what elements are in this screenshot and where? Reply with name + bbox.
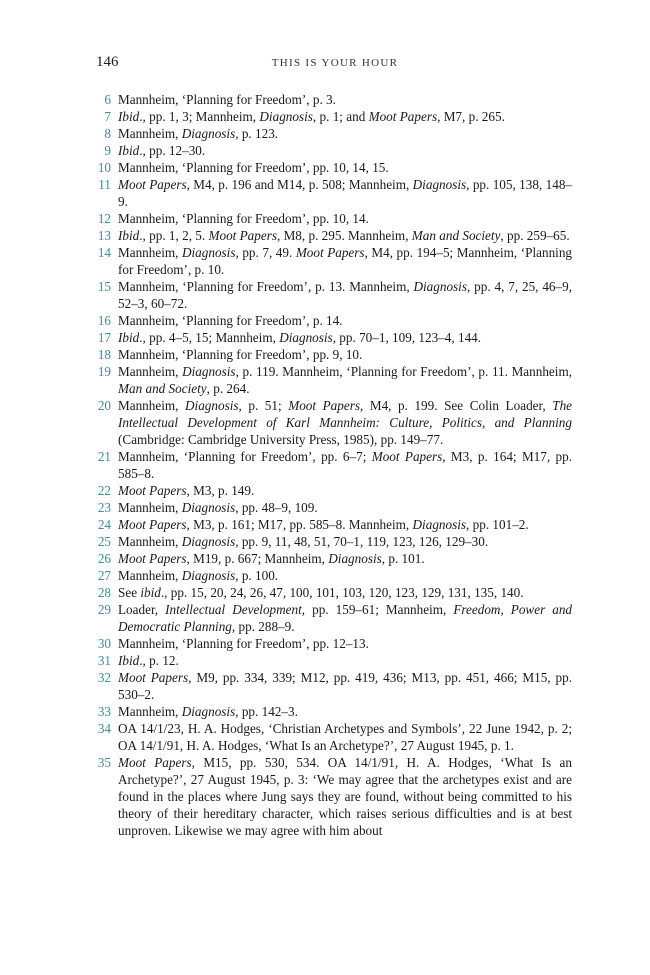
endnote-text: Ibid., pp. 1, 2, 5. Moot Papers, M8, p. 295. Mannheim, Man and Society, pp. 259–65. <box>118 228 570 243</box>
endnote-text: OA 14/1/23, H. A. Hodges, ‘Christian Archetypes and Symbols’, 22 June 1942, p. 2; OA 14/1/91, H. A. Hodges, ‘What Is an Archetype?’, 27 August 1945, p. 1. <box>118 721 572 753</box>
endnote-text: Mannheim, ‘Planning for Freedom’, p. 14. <box>118 313 343 328</box>
endnote-text: Mannheim, Diagnosis, pp. 9, 11, 48, 51, 70–1, 119, 123, 126, 129–30. <box>118 534 489 549</box>
endnote-number: 10 <box>97 160 111 175</box>
endnote-text: Ibid., pp. 1, 3; Mannheim, Diagnosis, p. 1; and Moot Papers, M7, p. 265. <box>118 109 505 124</box>
endnote-text: Mannheim, Diagnosis, pp. 142–3. <box>118 704 298 719</box>
endnote-number: 25 <box>97 534 111 549</box>
endnote-text: Mannheim, Diagnosis, p. 100. <box>118 568 279 583</box>
endnote-8 <box>84 125 572 142</box>
endnote-text: Mannheim, Diagnosis, pp. 48–9, 109. <box>118 500 318 515</box>
endnote-number: 28 <box>97 585 111 600</box>
endnote-9 <box>84 142 572 159</box>
endnote-7 <box>84 108 572 125</box>
endnote-text: Mannheim, ‘Planning for Freedom’, pp. 9, 10. <box>118 347 363 362</box>
endnote-text: Ibid., p. 12. <box>118 653 179 668</box>
endnote-text: Loader, Intellectual Development, pp. 159–61; Mannheim, Freedom, Power and Democratic Planning, pp. 288–9. <box>118 602 573 634</box>
endnote-31 <box>84 652 572 669</box>
endnote-number: 30 <box>97 636 111 651</box>
endnote-text: Mannheim, ‘Planning for Freedom’, pp. 10, 14, 15. <box>118 160 389 175</box>
endnote-number: 9 <box>104 143 111 158</box>
endnote-text: Moot Papers, M4, p. 196 and M14, p. 508; Mannheim, Diagnosis, pp. 105, 138, 148–9. <box>118 177 573 209</box>
endnote-15 <box>84 278 572 312</box>
endnote-text: Mannheim, ‘Planning for Freedom’, p. 13. Mannheim, Diagnosis, pp. 4, 7, 25, 46–9, 52–3, 60–72. <box>118 279 572 311</box>
endnote-text: Mannheim, Diagnosis, p. 51; Moot Papers, M4, p. 199. See Colin Loader, The Intellectual Development of Karl Mannheim: Culture, Politics, and Planning (Cambridge: Cambridge University Press, 1985), pp. 149–77. <box>118 398 573 447</box>
endnote-number: 27 <box>97 568 111 583</box>
endnote-29 <box>84 601 572 635</box>
endnote-number: 15 <box>97 279 111 294</box>
page-number: 146 <box>96 54 119 70</box>
endnote-number: 22 <box>97 483 111 498</box>
endnote-26 <box>84 550 572 567</box>
endnote-text: Mannheim, ‘Planning for Freedom’, pp. 12–13. <box>118 636 369 651</box>
endnote-number: 17 <box>97 330 111 345</box>
endnote-14 <box>84 244 572 278</box>
endnote-16 <box>84 312 572 329</box>
endnote-number: 33 <box>97 704 111 719</box>
endnote-text: Mannheim, ‘Planning for Freedom’, p. 3. <box>118 92 336 107</box>
endnote-6 <box>84 91 572 108</box>
endnote-34 <box>84 720 572 754</box>
endnote-number: 20 <box>97 398 111 413</box>
endnote-text: Mannheim, Diagnosis, p. 123. <box>118 126 279 141</box>
endnote-21 <box>84 448 572 482</box>
endnote-28 <box>84 584 572 601</box>
endnote-number: 34 <box>97 721 111 736</box>
endnote-25 <box>84 533 572 550</box>
endnote-text: Mannheim, Diagnosis, pp. 7, 49. Moot Papers, M4, pp. 194–5; Mannheim, ‘Planning for Freedom’, p. 10. <box>118 245 573 277</box>
endnote-32 <box>84 669 572 703</box>
endnote-number: 24 <box>97 517 111 532</box>
endnote-number: 14 <box>97 245 111 260</box>
endnote-text: Ibid., pp. 4–5, 15; Mannheim, Diagnosis, pp. 70–1, 109, 123–4, 144. <box>118 330 482 345</box>
endnote-10 <box>84 159 572 176</box>
endnote-12 <box>84 210 572 227</box>
endnote-text: Moot Papers, M19, p. 667; Mannheim, Diagnosis, p. 101. <box>118 551 425 566</box>
endnote-13 <box>84 227 572 244</box>
endnote-35 <box>84 754 572 839</box>
endnote-33 <box>84 703 572 720</box>
endnote-text: Moot Papers, M3, p. 161; M17, pp. 585–8. Mannheim, Diagnosis, pp. 101–2. <box>118 517 529 532</box>
endnote-27 <box>84 567 572 584</box>
page-header <box>96 54 574 76</box>
endnote-17 <box>84 329 572 346</box>
endnote-22 <box>84 482 572 499</box>
endnote-text: Mannheim, Diagnosis, p. 119. Mannheim, ‘Planning for Freedom’, p. 11. Mannheim, Man and Society, p. 264. <box>118 364 573 396</box>
endnote-number: 32 <box>97 670 111 685</box>
endnote-number: 31 <box>97 653 111 668</box>
endnote-text: Mannheim, ‘Planning for Freedom’, pp. 6–7; Moot Papers, M3, p. 164; M17, pp. 585–8. <box>118 449 572 481</box>
endnote-23 <box>84 499 572 516</box>
endnote-number: 26 <box>97 551 111 566</box>
endnote-number: 23 <box>97 500 111 515</box>
endnote-number: 11 <box>98 177 111 192</box>
endnote-text: Moot Papers, M15, pp. 530, 534. OA 14/1/91, H. A. Hodges, ‘What Is an Archetype?’, 27 August 1945, p. 3: ‘We may agree that the archetypes exist and are found in the places where Jung says they are found, without being committed to his theory of their hereditary character, which raises serious difficulties and is at best unproven. Likewise we may agree with him about <box>118 755 572 838</box>
endnote-text: Ibid., pp. 12–30. <box>118 143 206 158</box>
endnote-19 <box>84 363 572 397</box>
endnote-number: 6 <box>104 92 111 107</box>
endnote-number: 13 <box>97 228 111 243</box>
endnote-text: Moot Papers, M9, pp. 334, 339; M12, pp. 419, 436; M13, pp. 451, 466; M15, pp. 530–2. <box>118 670 572 702</box>
endnote-number: 21 <box>97 449 111 464</box>
endnote-text: See ibid., pp. 15, 20, 24, 26, 47, 100, 101, 103, 120, 123, 129, 131, 135, 140. <box>118 585 524 600</box>
endnote-number: 16 <box>97 313 111 328</box>
endnote-number: 29 <box>97 602 111 617</box>
endnotes-list <box>84 91 572 839</box>
endnote-number: 12 <box>97 211 111 226</box>
endnote-24 <box>84 516 572 533</box>
endnote-text: Moot Papers, M3, p. 149. <box>118 483 255 498</box>
endnote-30 <box>84 635 572 652</box>
running-head: THIS IS YOUR HOUR <box>271 57 399 69</box>
endnote-11 <box>84 176 572 210</box>
endnote-number: 7 <box>104 109 111 124</box>
endnote-number: 19 <box>97 364 111 379</box>
endnote-number: 35 <box>97 755 111 770</box>
endnote-20 <box>84 397 572 448</box>
endnote-number: 18 <box>97 347 111 362</box>
endnote-text: Mannheim, ‘Planning for Freedom’, pp. 10, 14. <box>118 211 369 226</box>
endnote-18 <box>84 346 572 363</box>
endnote-number: 8 <box>104 126 111 141</box>
